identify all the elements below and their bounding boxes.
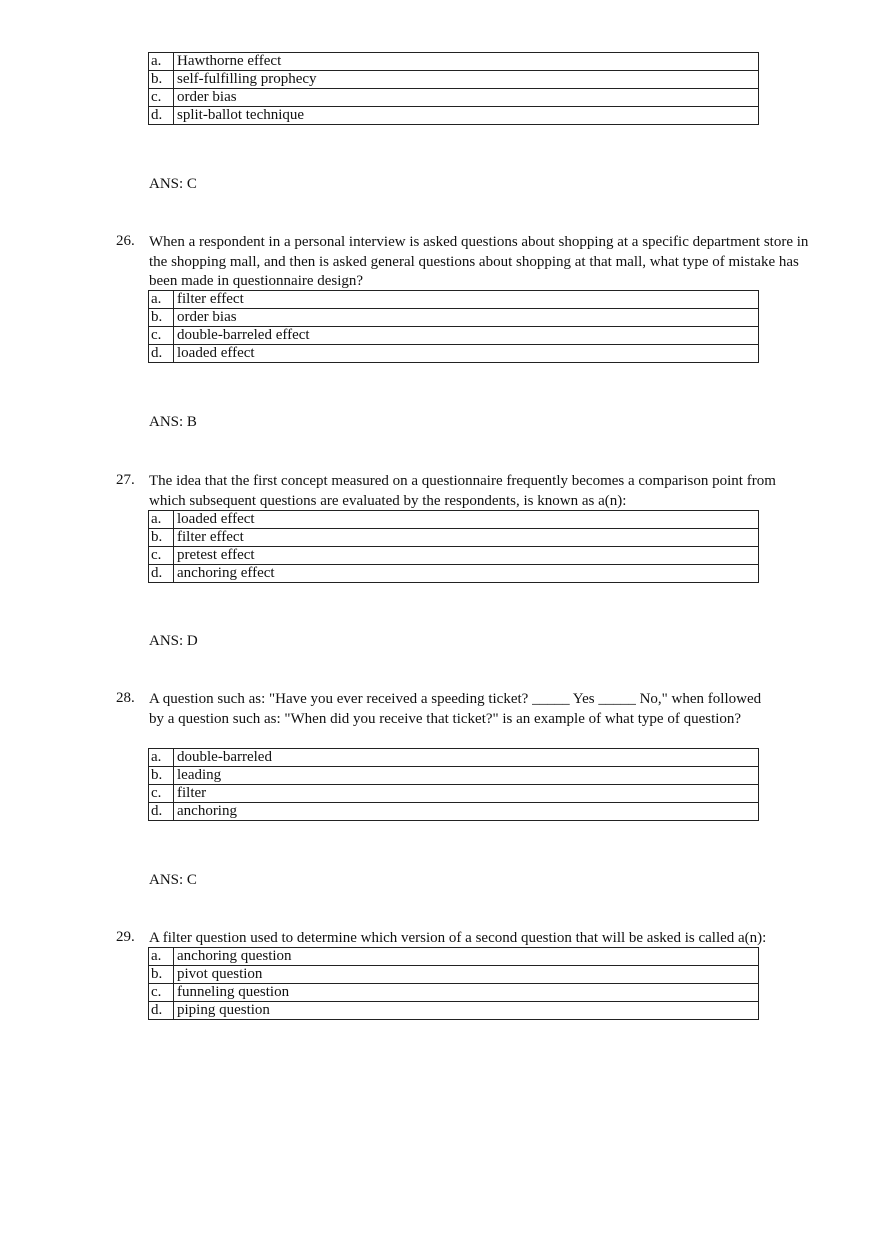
- option-row: [149, 71, 759, 89]
- option-letter: d.: [149, 565, 174, 583]
- option-row: [149, 948, 759, 966]
- options-table-prev: [148, 52, 759, 125]
- option-letter: b.: [149, 529, 174, 547]
- option-letter: a.: [149, 511, 174, 529]
- option-letter: b.: [149, 71, 174, 89]
- option-letter: c.: [149, 327, 174, 345]
- option-row: [149, 547, 759, 565]
- option-row: [149, 984, 759, 1002]
- question-text-27: The idea that the first concept measured on a questionnaire frequently becomes a comparison point from which subsequent questions are evaluated by the respondents, is known as a(n):: [149, 473, 776, 509]
- option-row: [149, 309, 759, 327]
- option-letter: c.: [149, 984, 174, 1002]
- option-row: [149, 767, 759, 785]
- option-letter: d.: [149, 1002, 174, 1020]
- options-table-29: [148, 947, 759, 1020]
- question-text-28: A question such as: "Have you ever received a speeding ticket? _____ Yes _____ No," when followed by a question such as: "When did you receive that ticket?" is an example of what type of question?: [149, 691, 762, 727]
- option-text: loaded effect: [174, 345, 759, 363]
- option-row: [149, 511, 759, 529]
- question-number-27: 27.: [116, 472, 135, 488]
- answer-28: ANS: C: [149, 872, 197, 888]
- option-text: double-barreled effect: [174, 327, 759, 345]
- option-row: [149, 345, 759, 363]
- option-text: piping question: [174, 1002, 759, 1020]
- option-letter: d.: [149, 803, 174, 821]
- option-row: [149, 327, 759, 345]
- option-row: [149, 53, 759, 71]
- option-text: order bias: [174, 89, 759, 107]
- question-text-29: A filter question used to determine which version of a second question that will be asked is called a(n):: [149, 930, 767, 946]
- option-text: split-ballot technique: [174, 107, 759, 125]
- option-text: anchoring question: [174, 948, 759, 966]
- option-letter: c.: [149, 785, 174, 803]
- option-text: Hawthorne effect: [174, 53, 759, 71]
- option-letter: c.: [149, 547, 174, 565]
- options-table-27: [148, 510, 759, 583]
- option-row: [149, 749, 759, 767]
- options-table-26: [148, 290, 759, 363]
- option-text: leading: [174, 767, 759, 785]
- option-letter: d.: [149, 345, 174, 363]
- option-row: [149, 291, 759, 309]
- option-row: [149, 803, 759, 821]
- option-text: pivot question: [174, 966, 759, 984]
- option-row: [149, 529, 759, 547]
- answer-prev: ANS: C: [149, 176, 197, 192]
- option-letter: a.: [149, 948, 174, 966]
- option-row: [149, 966, 759, 984]
- option-text: order bias: [174, 309, 759, 327]
- question-text-26: When a respondent in a personal interview is asked questions about shopping at a specific department store in the shopping mall, and then is asked general questions about shopping at that mall, what type of mistake has been made in questionnaire design?: [149, 234, 809, 289]
- option-letter: a.: [149, 53, 174, 71]
- answer-26: ANS: B: [149, 414, 197, 430]
- option-row: [149, 1002, 759, 1020]
- option-text: filter: [174, 785, 759, 803]
- option-text: anchoring effect: [174, 565, 759, 583]
- option-letter: b.: [149, 767, 174, 785]
- question-number-29: 29.: [116, 929, 135, 945]
- option-row: [149, 107, 759, 125]
- option-text: loaded effect: [174, 511, 759, 529]
- option-text: double-barreled: [174, 749, 759, 767]
- options-table-28: [148, 748, 759, 821]
- option-text: filter effect: [174, 529, 759, 547]
- option-text: filter effect: [174, 291, 759, 309]
- option-row: [149, 89, 759, 107]
- option-letter: b.: [149, 966, 174, 984]
- option-text: pretest effect: [174, 547, 759, 565]
- answer-27: ANS: D: [149, 633, 198, 649]
- option-text: self-fulfilling prophecy: [174, 71, 759, 89]
- question-number-26: 26.: [116, 233, 135, 249]
- option-text: funneling question: [174, 984, 759, 1002]
- option-letter: a.: [149, 291, 174, 309]
- option-letter: b.: [149, 309, 174, 327]
- option-text: anchoring: [174, 803, 759, 821]
- option-row: [149, 785, 759, 803]
- option-row: [149, 565, 759, 583]
- option-letter: a.: [149, 749, 174, 767]
- option-letter: d.: [149, 107, 174, 125]
- question-number-28: 28.: [116, 690, 135, 706]
- option-letter: c.: [149, 89, 174, 107]
